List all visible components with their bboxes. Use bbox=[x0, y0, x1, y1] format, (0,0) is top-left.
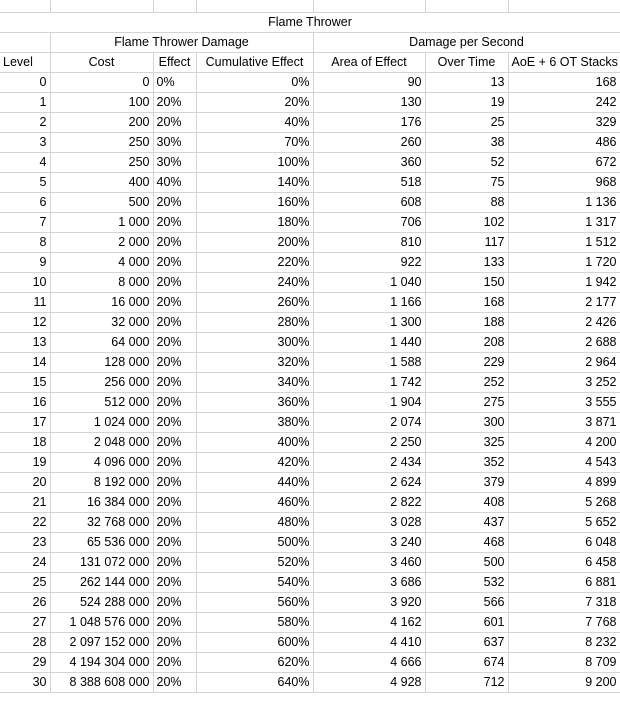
area-of-effect-cell[interactable]: 4 928 bbox=[313, 672, 425, 692]
table-row bbox=[0, 652, 620, 672]
cost-cell[interactable]: 64 000 bbox=[50, 332, 153, 352]
cost-cell[interactable]: 2 000 bbox=[50, 232, 153, 252]
effect-cell[interactable]: 20% bbox=[153, 652, 196, 672]
cumulative-effect-cell[interactable]: 180% bbox=[196, 212, 313, 232]
area-of-effect-cell[interactable]: 2 250 bbox=[313, 432, 425, 452]
aoe-stacks-cell[interactable]: 2 426 bbox=[508, 312, 620, 332]
over-time-cell[interactable]: 52 bbox=[425, 152, 508, 172]
cost-cell[interactable]: 100 bbox=[50, 92, 153, 112]
over-time-cell[interactable]: 275 bbox=[425, 392, 508, 412]
sheet-title[interactable]: Flame Thrower bbox=[0, 12, 620, 32]
sheet-body bbox=[0, 0, 620, 72]
effect-cell[interactable]: 20% bbox=[153, 672, 196, 692]
cumulative-effect-cell[interactable]: 140% bbox=[196, 172, 313, 192]
cost-cell[interactable]: 200 bbox=[50, 112, 153, 132]
area-of-effect-cell[interactable]: 2 822 bbox=[313, 492, 425, 512]
group-header-row bbox=[0, 32, 620, 52]
cell[interactable] bbox=[153, 0, 196, 12]
cost-cell[interactable]: 32 000 bbox=[50, 312, 153, 332]
column-header-row bbox=[0, 52, 620, 72]
effect-cell[interactable]: 20% bbox=[153, 392, 196, 412]
over-time-cell[interactable]: 500 bbox=[425, 552, 508, 572]
area-of-effect-cell[interactable]: 518 bbox=[313, 172, 425, 192]
area-of-effect-cell[interactable]: 922 bbox=[313, 252, 425, 272]
cost-cell[interactable]: 4 096 000 bbox=[50, 452, 153, 472]
cost-cell[interactable]: 16 384 000 bbox=[50, 492, 153, 512]
over-time-cell[interactable]: 637 bbox=[425, 632, 508, 652]
over-time-cell[interactable]: 468 bbox=[425, 532, 508, 552]
table-row bbox=[0, 512, 620, 532]
level-cell[interactable]: 4 bbox=[0, 152, 50, 172]
over-time-cell[interactable]: 408 bbox=[425, 492, 508, 512]
aoe-stacks-cell[interactable]: 6 458 bbox=[508, 552, 620, 572]
table-row bbox=[0, 192, 620, 212]
cumulative-effect-cell[interactable]: 300% bbox=[196, 332, 313, 352]
table-row bbox=[0, 272, 620, 292]
over-time-cell[interactable]: 325 bbox=[425, 432, 508, 452]
level-cell[interactable]: 22 bbox=[0, 512, 50, 532]
over-time-cell[interactable]: 601 bbox=[425, 612, 508, 632]
effect-cell[interactable]: 40% bbox=[153, 172, 196, 192]
table-row bbox=[0, 292, 620, 312]
cumulative-effect-cell[interactable]: 640% bbox=[196, 672, 313, 692]
column-header-area-of-effect[interactable]: Area of Effect bbox=[313, 52, 425, 72]
level-cell[interactable]: 17 bbox=[0, 412, 50, 432]
effect-cell[interactable]: 20% bbox=[153, 612, 196, 632]
effect-cell[interactable]: 20% bbox=[153, 412, 196, 432]
table-row bbox=[0, 612, 620, 632]
area-of-effect-cell[interactable]: 2 624 bbox=[313, 472, 425, 492]
area-of-effect-cell[interactable]: 810 bbox=[313, 232, 425, 252]
table-row bbox=[0, 472, 620, 492]
over-time-cell[interactable]: 117 bbox=[425, 232, 508, 252]
level-cell[interactable]: 0 bbox=[0, 72, 50, 92]
effect-cell[interactable]: 20% bbox=[153, 512, 196, 532]
aoe-stacks-cell[interactable]: 486 bbox=[508, 132, 620, 152]
table-row bbox=[0, 412, 620, 432]
cumulative-effect-cell[interactable]: 340% bbox=[196, 372, 313, 392]
cumulative-effect-cell[interactable]: 420% bbox=[196, 452, 313, 472]
cumulative-effect-cell[interactable]: 320% bbox=[196, 352, 313, 372]
effect-cell[interactable]: 20% bbox=[153, 272, 196, 292]
effect-cell[interactable]: 30% bbox=[153, 152, 196, 172]
cost-cell[interactable]: 400 bbox=[50, 172, 153, 192]
level-cell[interactable]: 6 bbox=[0, 192, 50, 212]
area-of-effect-cell[interactable]: 4 666 bbox=[313, 652, 425, 672]
over-time-cell[interactable]: 102 bbox=[425, 212, 508, 232]
aoe-stacks-cell[interactable]: 3 252 bbox=[508, 372, 620, 392]
area-of-effect-cell[interactable]: 3 920 bbox=[313, 592, 425, 612]
area-of-effect-cell[interactable]: 1 440 bbox=[313, 332, 425, 352]
aoe-stacks-cell[interactable]: 6 048 bbox=[508, 532, 620, 552]
area-of-effect-cell[interactable]: 4 410 bbox=[313, 632, 425, 652]
area-of-effect-cell[interactable]: 130 bbox=[313, 92, 425, 112]
over-time-cell[interactable]: 566 bbox=[425, 592, 508, 612]
effect-cell[interactable]: 20% bbox=[153, 212, 196, 232]
aoe-stacks-cell[interactable]: 672 bbox=[508, 152, 620, 172]
aoe-stacks-cell[interactable]: 7 768 bbox=[508, 612, 620, 632]
over-time-cell[interactable]: 252 bbox=[425, 372, 508, 392]
level-cell[interactable]: 5 bbox=[0, 172, 50, 192]
effect-cell[interactable]: 20% bbox=[153, 252, 196, 272]
cumulative-effect-cell[interactable]: 40% bbox=[196, 112, 313, 132]
over-time-cell[interactable]: 208 bbox=[425, 332, 508, 352]
cell[interactable] bbox=[425, 0, 508, 12]
aoe-stacks-cell[interactable]: 2 688 bbox=[508, 332, 620, 352]
effect-cell[interactable]: 20% bbox=[153, 372, 196, 392]
cost-cell[interactable]: 0 bbox=[50, 72, 153, 92]
aoe-stacks-cell[interactable]: 1 512 bbox=[508, 232, 620, 252]
cumulative-effect-cell[interactable]: 360% bbox=[196, 392, 313, 412]
cumulative-effect-cell[interactable]: 520% bbox=[196, 552, 313, 572]
effect-cell[interactable]: 20% bbox=[153, 592, 196, 612]
over-time-cell[interactable]: 379 bbox=[425, 472, 508, 492]
effect-cell[interactable]: 20% bbox=[153, 552, 196, 572]
cumulative-effect-cell[interactable]: 380% bbox=[196, 412, 313, 432]
aoe-stacks-cell[interactable]: 4 543 bbox=[508, 452, 620, 472]
cell[interactable] bbox=[508, 0, 620, 12]
aoe-stacks-cell[interactable]: 968 bbox=[508, 172, 620, 192]
over-time-cell[interactable]: 13 bbox=[425, 72, 508, 92]
cumulative-effect-cell[interactable]: 580% bbox=[196, 612, 313, 632]
cost-cell[interactable]: 4 194 304 000 bbox=[50, 652, 153, 672]
cost-cell[interactable]: 1 048 576 000 bbox=[50, 612, 153, 632]
area-of-effect-cell[interactable]: 1 040 bbox=[313, 272, 425, 292]
column-header-cost[interactable]: Cost bbox=[50, 52, 153, 72]
effect-cell[interactable]: 20% bbox=[153, 292, 196, 312]
cumulative-effect-cell[interactable]: 400% bbox=[196, 432, 313, 452]
level-cell[interactable]: 25 bbox=[0, 572, 50, 592]
area-of-effect-cell[interactable]: 1 742 bbox=[313, 372, 425, 392]
level-cell[interactable]: 3 bbox=[0, 132, 50, 152]
dps-group-header[interactable]: Damage per Second bbox=[313, 32, 620, 52]
level-cell[interactable]: 12 bbox=[0, 312, 50, 332]
cell[interactable] bbox=[50, 0, 153, 12]
over-time-cell[interactable]: 437 bbox=[425, 512, 508, 532]
level-cell[interactable]: 27 bbox=[0, 612, 50, 632]
cost-cell[interactable]: 8 388 608 000 bbox=[50, 672, 153, 692]
area-of-effect-cell[interactable]: 3 686 bbox=[313, 572, 425, 592]
level-cell[interactable]: 20 bbox=[0, 472, 50, 492]
cumulative-effect-cell[interactable]: 460% bbox=[196, 492, 313, 512]
aoe-stacks-cell[interactable]: 3 555 bbox=[508, 392, 620, 412]
level-cell[interactable]: 13 bbox=[0, 332, 50, 352]
cost-cell[interactable]: 2 048 000 bbox=[50, 432, 153, 452]
cumulative-effect-cell[interactable]: 0% bbox=[196, 72, 313, 92]
aoe-stacks-cell[interactable]: 4 200 bbox=[508, 432, 620, 452]
effect-cell[interactable]: 20% bbox=[153, 112, 196, 132]
effect-cell[interactable]: 30% bbox=[153, 132, 196, 152]
over-time-cell[interactable]: 674 bbox=[425, 652, 508, 672]
area-of-effect-cell[interactable]: 360 bbox=[313, 152, 425, 172]
aoe-stacks-cell[interactable]: 8 232 bbox=[508, 632, 620, 652]
area-of-effect-cell[interactable]: 1 166 bbox=[313, 292, 425, 312]
cost-cell[interactable]: 128 000 bbox=[50, 352, 153, 372]
table-row bbox=[0, 432, 620, 452]
aoe-stacks-cell[interactable]: 1 720 bbox=[508, 252, 620, 272]
area-of-effect-cell[interactable]: 260 bbox=[313, 132, 425, 152]
cumulative-effect-cell[interactable]: 200% bbox=[196, 232, 313, 252]
aoe-stacks-cell[interactable]: 9 200 bbox=[508, 672, 620, 692]
aoe-stacks-cell[interactable]: 6 881 bbox=[508, 572, 620, 592]
area-of-effect-cell[interactable]: 3 460 bbox=[313, 552, 425, 572]
over-time-cell[interactable]: 38 bbox=[425, 132, 508, 152]
damage-group-header[interactable]: Flame Thrower Damage bbox=[50, 32, 313, 52]
level-cell[interactable]: 24 bbox=[0, 552, 50, 572]
effect-cell[interactable]: 20% bbox=[153, 572, 196, 592]
level-cell[interactable]: 26 bbox=[0, 592, 50, 612]
table-row bbox=[0, 212, 620, 232]
table-row bbox=[0, 552, 620, 572]
level-cell[interactable]: 28 bbox=[0, 632, 50, 652]
aoe-stacks-cell[interactable]: 8 709 bbox=[508, 652, 620, 672]
cost-cell[interactable]: 250 bbox=[50, 132, 153, 152]
cumulative-effect-cell[interactable]: 100% bbox=[196, 152, 313, 172]
cost-cell[interactable]: 262 144 000 bbox=[50, 572, 153, 592]
cumulative-effect-cell[interactable]: 260% bbox=[196, 292, 313, 312]
effect-cell[interactable]: 20% bbox=[153, 472, 196, 492]
effect-cell[interactable]: 20% bbox=[153, 312, 196, 332]
column-header-effect[interactable]: Effect bbox=[153, 52, 196, 72]
level-cell[interactable]: 7 bbox=[0, 212, 50, 232]
aoe-stacks-cell[interactable]: 2 177 bbox=[508, 292, 620, 312]
effect-cell[interactable]: 20% bbox=[153, 452, 196, 472]
area-of-effect-cell[interactable]: 2 074 bbox=[313, 412, 425, 432]
cost-cell[interactable]: 8 192 000 bbox=[50, 472, 153, 492]
cost-cell[interactable]: 524 288 000 bbox=[50, 592, 153, 612]
aoe-stacks-cell[interactable]: 1 317 bbox=[508, 212, 620, 232]
aoe-stacks-cell[interactable]: 1 942 bbox=[508, 272, 620, 292]
over-time-cell[interactable]: 712 bbox=[425, 672, 508, 692]
cumulative-effect-cell[interactable]: 620% bbox=[196, 652, 313, 672]
table-row bbox=[0, 572, 620, 592]
table-row bbox=[0, 72, 620, 92]
cost-cell[interactable]: 1 000 bbox=[50, 212, 153, 232]
title-row bbox=[0, 12, 620, 32]
over-time-cell[interactable]: 300 bbox=[425, 412, 508, 432]
over-time-cell[interactable]: 25 bbox=[425, 112, 508, 132]
cell[interactable] bbox=[196, 0, 313, 12]
level-cell[interactable]: 29 bbox=[0, 652, 50, 672]
level-cell[interactable]: 21 bbox=[0, 492, 50, 512]
cumulative-effect-cell[interactable]: 280% bbox=[196, 312, 313, 332]
table-row bbox=[0, 372, 620, 392]
over-time-cell[interactable]: 352 bbox=[425, 452, 508, 472]
level-cell[interactable]: 2 bbox=[0, 112, 50, 132]
cell[interactable] bbox=[0, 32, 50, 52]
cost-cell[interactable]: 512 000 bbox=[50, 392, 153, 412]
cost-cell[interactable]: 256 000 bbox=[50, 372, 153, 392]
cost-cell[interactable]: 65 536 000 bbox=[50, 532, 153, 552]
level-cell[interactable]: 8 bbox=[0, 232, 50, 252]
table-row bbox=[0, 312, 620, 332]
table-row bbox=[0, 632, 620, 652]
cumulative-effect-cell[interactable]: 600% bbox=[196, 632, 313, 652]
effect-cell[interactable]: 0% bbox=[153, 72, 196, 92]
cost-cell[interactable]: 1 024 000 bbox=[50, 412, 153, 432]
over-time-cell[interactable]: 188 bbox=[425, 312, 508, 332]
cell[interactable] bbox=[0, 0, 50, 12]
cost-cell[interactable]: 16 000 bbox=[50, 292, 153, 312]
effect-cell[interactable]: 20% bbox=[153, 632, 196, 652]
table-row bbox=[0, 392, 620, 412]
aoe-stacks-cell[interactable]: 4 899 bbox=[508, 472, 620, 492]
over-time-cell[interactable]: 168 bbox=[425, 292, 508, 312]
cumulative-effect-cell[interactable]: 20% bbox=[196, 92, 313, 112]
level-cell[interactable]: 11 bbox=[0, 292, 50, 312]
cumulative-effect-cell[interactable]: 500% bbox=[196, 532, 313, 552]
aoe-stacks-cell[interactable]: 7 318 bbox=[508, 592, 620, 612]
level-cell[interactable]: 1 bbox=[0, 92, 50, 112]
area-of-effect-cell[interactable]: 3 028 bbox=[313, 512, 425, 532]
data-rows bbox=[0, 72, 620, 692]
table-row bbox=[0, 352, 620, 372]
table-row bbox=[0, 592, 620, 612]
area-of-effect-cell[interactable]: 1 588 bbox=[313, 352, 425, 372]
effect-cell[interactable]: 20% bbox=[153, 92, 196, 112]
cost-cell[interactable]: 2 097 152 000 bbox=[50, 632, 153, 652]
aoe-stacks-cell[interactable]: 1 136 bbox=[508, 192, 620, 212]
cost-cell[interactable]: 32 768 000 bbox=[50, 512, 153, 532]
table-row bbox=[0, 532, 620, 552]
area-of-effect-cell[interactable]: 2 434 bbox=[313, 452, 425, 472]
effect-cell[interactable]: 20% bbox=[153, 352, 196, 372]
cost-cell[interactable]: 4 000 bbox=[50, 252, 153, 272]
level-cell[interactable]: 18 bbox=[0, 432, 50, 452]
table-row bbox=[0, 152, 620, 172]
over-time-cell[interactable]: 88 bbox=[425, 192, 508, 212]
aoe-stacks-cell[interactable]: 5 268 bbox=[508, 492, 620, 512]
level-cell[interactable]: 10 bbox=[0, 272, 50, 292]
table-row bbox=[0, 252, 620, 272]
effect-cell[interactable]: 20% bbox=[153, 332, 196, 352]
area-of-effect-cell[interactable]: 608 bbox=[313, 192, 425, 212]
cumulative-effect-cell[interactable]: 240% bbox=[196, 272, 313, 292]
table-row bbox=[0, 0, 620, 12]
over-time-cell[interactable]: 133 bbox=[425, 252, 508, 272]
area-of-effect-cell[interactable]: 90 bbox=[313, 72, 425, 92]
table-row bbox=[0, 672, 620, 692]
column-header-aoe-stacks[interactable]: AoE + 6 OT Stacks bbox=[508, 52, 620, 72]
level-cell[interactable]: 16 bbox=[0, 392, 50, 412]
column-header-level[interactable]: Level bbox=[0, 52, 50, 72]
table-row bbox=[0, 452, 620, 472]
table-row bbox=[0, 92, 620, 112]
cost-cell[interactable]: 8 000 bbox=[50, 272, 153, 292]
level-cell[interactable]: 15 bbox=[0, 372, 50, 392]
cost-cell[interactable]: 500 bbox=[50, 192, 153, 212]
cumulative-effect-cell[interactable]: 440% bbox=[196, 472, 313, 492]
column-header-cumulative-effect[interactable]: Cumulative Effect bbox=[196, 52, 313, 72]
level-cell[interactable]: 14 bbox=[0, 352, 50, 372]
level-cell[interactable]: 9 bbox=[0, 252, 50, 272]
column-header-over-time[interactable]: Over Time bbox=[425, 52, 508, 72]
table-row bbox=[0, 332, 620, 352]
table-row bbox=[0, 112, 620, 132]
cell[interactable] bbox=[313, 0, 425, 12]
cost-cell[interactable]: 131 072 000 bbox=[50, 552, 153, 572]
over-time-cell[interactable]: 229 bbox=[425, 352, 508, 372]
cumulative-effect-cell[interactable]: 560% bbox=[196, 592, 313, 612]
aoe-stacks-cell[interactable]: 168 bbox=[508, 72, 620, 92]
level-cell[interactable]: 23 bbox=[0, 532, 50, 552]
cumulative-effect-cell[interactable]: 220% bbox=[196, 252, 313, 272]
cumulative-effect-cell[interactable]: 160% bbox=[196, 192, 313, 212]
level-cell[interactable]: 30 bbox=[0, 672, 50, 692]
cumulative-effect-cell[interactable]: 540% bbox=[196, 572, 313, 592]
over-time-cell[interactable]: 532 bbox=[425, 572, 508, 592]
cost-cell[interactable]: 250 bbox=[50, 152, 153, 172]
aoe-stacks-cell[interactable]: 2 964 bbox=[508, 352, 620, 372]
over-time-cell[interactable]: 75 bbox=[425, 172, 508, 192]
effect-cell[interactable]: 20% bbox=[153, 532, 196, 552]
effect-cell[interactable]: 20% bbox=[153, 192, 196, 212]
area-of-effect-cell[interactable]: 4 162 bbox=[313, 612, 425, 632]
table-row bbox=[0, 132, 620, 152]
effect-cell[interactable]: 20% bbox=[153, 432, 196, 452]
over-time-cell[interactable]: 19 bbox=[425, 92, 508, 112]
area-of-effect-cell[interactable]: 1 300 bbox=[313, 312, 425, 332]
cumulative-effect-cell[interactable]: 70% bbox=[196, 132, 313, 152]
level-cell[interactable]: 19 bbox=[0, 452, 50, 472]
area-of-effect-cell[interactable]: 1 904 bbox=[313, 392, 425, 412]
aoe-stacks-cell[interactable]: 329 bbox=[508, 112, 620, 132]
aoe-stacks-cell[interactable]: 3 871 bbox=[508, 412, 620, 432]
area-of-effect-cell[interactable]: 176 bbox=[313, 112, 425, 132]
table-row bbox=[0, 172, 620, 192]
table-row bbox=[0, 492, 620, 512]
table-row bbox=[0, 232, 620, 252]
cumulative-effect-cell[interactable]: 480% bbox=[196, 512, 313, 532]
over-time-cell[interactable]: 150 bbox=[425, 272, 508, 292]
area-of-effect-cell[interactable]: 706 bbox=[313, 212, 425, 232]
aoe-stacks-cell[interactable]: 5 652 bbox=[508, 512, 620, 532]
effect-cell[interactable]: 20% bbox=[153, 492, 196, 512]
effect-cell[interactable]: 20% bbox=[153, 232, 196, 252]
aoe-stacks-cell[interactable]: 242 bbox=[508, 92, 620, 112]
area-of-effect-cell[interactable]: 3 240 bbox=[313, 532, 425, 552]
